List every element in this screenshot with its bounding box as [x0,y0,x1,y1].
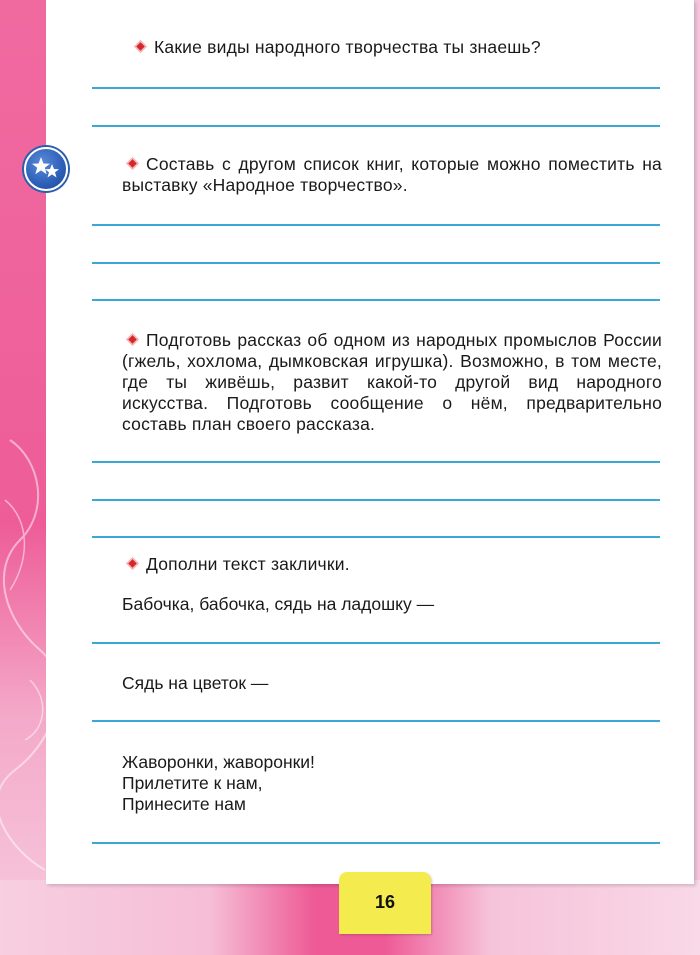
verse-line-3b: Прилетите к нам, [122,773,263,793]
answer-line[interactable] [92,224,660,226]
answer-line[interactable] [92,87,660,89]
task-1-text: Какие виды народного творчества ты знаешь? [154,37,541,57]
bullet-diamond-icon [126,157,139,170]
page-number: 16 [374,892,396,912]
task-3 [122,330,662,435]
task-2-text: Составь с другом список книг, которые можно поместить на выставку «Народное творчество». [122,154,662,195]
verse-line-3c: Принесите нам [122,794,246,814]
task-4-text: Дополни текст заклички. [146,554,350,574]
bullet-diamond-icon [134,40,147,53]
verse-line-1: Бабочка, бабочка, сядь на ладошку — [122,594,435,614]
answer-line[interactable] [92,842,660,844]
answer-line[interactable] [92,262,660,264]
answer-line[interactable] [92,299,660,301]
answer-line[interactable] [92,125,660,127]
bullet-diamond-icon [126,557,139,570]
pair-work-stars-icon [24,147,68,191]
task-2 [122,154,662,196]
task-4 [122,554,662,575]
answer-line[interactable] [92,499,660,501]
task-3-text: Подготовь рассказ об одном из народных промыслов России (гжель, хохлома, дымковская игрушка). Возможно, в том месте, где ты живёшь, развит какой-то другой вид народного искусства. Подготовь сообщение о нём, предварительно составь план своего рассказа. [122,330,662,434]
answer-line[interactable] [92,642,660,644]
page-number-tab [339,872,431,934]
task-1 [130,37,670,58]
verse-line-2: Сядь на цветок — [122,673,269,693]
answer-line[interactable] [92,536,660,538]
bullet-diamond-icon [126,333,139,346]
answer-line[interactable] [92,461,660,463]
answer-line[interactable] [92,720,660,722]
verse-line-3a: Жаворонки, жаворонки! [122,752,315,772]
